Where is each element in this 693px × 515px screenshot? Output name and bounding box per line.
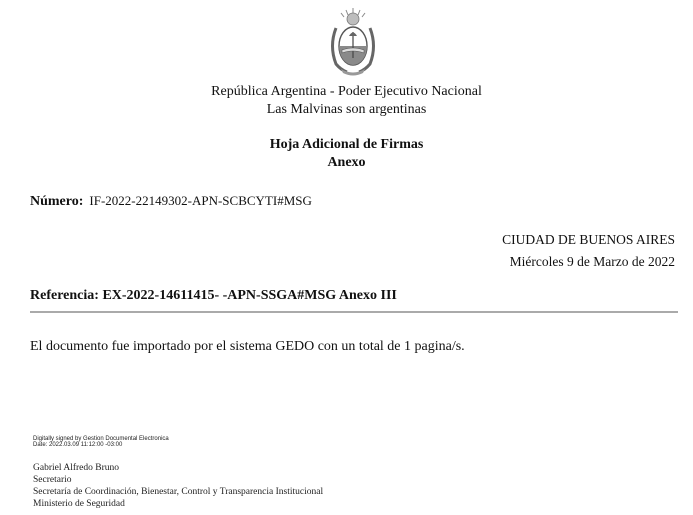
digital-signature-line: Digitally signed by Gestion Documental Electronica (33, 436, 169, 442)
document-subtitle: Anexo (327, 155, 366, 170)
body-text: El documento fue importado por el sistema GEDO con un total de 1 pagina/s. (30, 339, 465, 354)
document-title: Hoja Adicional de Firmas (269, 137, 424, 152)
document-date: Miércoles 9 de Marzo de 2022 (509, 254, 675, 269)
digital-signature-date: Date: 2022.03.09 11:12:00 -03:00 (33, 442, 123, 448)
coat-of-arms-seal (327, 6, 379, 80)
signer-name: Gabriel Alfredo Bruno (33, 463, 120, 473)
numero-value: IF-2022-22149302-APN-SCBCYTI#MSG (89, 193, 312, 208)
signer-role: Secretario (33, 475, 72, 485)
signer-office: Secretaría de Coordinación, Bienestar, Control y Transparencia Institucional (33, 487, 324, 497)
header-republic: República Argentina - Poder Ejecutivo Nacional (211, 84, 482, 99)
referencia-row (30, 288, 397, 304)
numero-row (30, 193, 312, 210)
referencia-label: Referencia: (30, 288, 99, 303)
divider (30, 311, 678, 313)
signer-ministry: Ministerio de Seguridad (33, 499, 125, 509)
city: CIUDAD DE BUENOS AIRES (502, 232, 675, 247)
header-malvinas: Las Malvinas son argentinas (266, 102, 427, 117)
referencia-value: EX-2022-14611415- -APN-SSGA#MSG Anexo III (102, 288, 397, 303)
numero-label: Número: (30, 194, 84, 209)
